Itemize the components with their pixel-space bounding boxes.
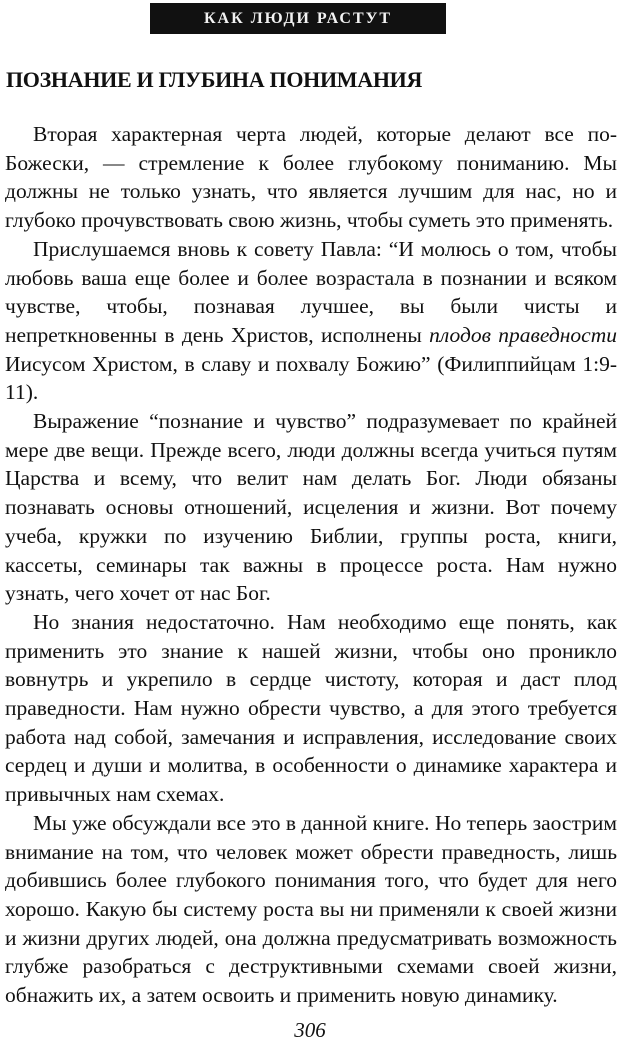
body-text — [5, 120, 617, 1010]
paragraph-2 — [5, 235, 617, 407]
paragraph-3: Выражение “познание и чувство” подразумевает по крайней мере две вещи. Прежде всего, люди должны всегда учиться путям Царства и всему, что велит нам делать Бог. Люди обязаны познавать основы отношений, исцеления и жизни. Вот почему учеба, кружки по изучению Библии, группы роста, книги, кассеты, семинары так важны в процессе роста. Нам нужно узнать, чего хочет от нас Бог. — [5, 409, 617, 606]
section-title: ПОЗНАНИЕ И ГЛУБИНА ПОНИМАНИЯ — [6, 67, 423, 92]
running-header — [150, 3, 446, 34]
paragraph-2-start: Прислушаемся вновь к совету Павла: “И молюсь о том, чтобы любовь ваша еще более и более возрастала в познании и всяком чувстве, чтобы, познавая лучшее, вы были чисты и непреткновенны в день Христов, исполнены — [5, 236, 617, 347]
paragraph-4: Но знания недостаточно. Нам необходимо еще понять, как применить это знание к нашей жизни, чтобы оно проникло вовнутрь и укрепило в сердце чистоту, которая и даст плод праведности. Нам нужно обрести чувство, а для этого требуется работа над собой, замечания и исправления, исследование своих сердец и души и молитва, в особенности о динамике характера и привычных нам схемах. — [5, 609, 617, 807]
running-title: КАК ЛЮДИ РАСТУТ — [203, 9, 393, 27]
paragraph-2-end: Иисусом Христом, в славу и похвалу Божию” (Филиппийцам 1:9-11). — [5, 351, 617, 405]
page-number: 306 — [294, 1018, 326, 1042]
paragraph-1: Вторая характерная черта людей, которые делают все по-Божески, — стремление к более глубокому пониманию. Мы должны не только узнать, что является лучшим для нас, но и глубоко прочувствовать свою жизнь, чтобы суметь это применять. — [5, 122, 617, 233]
paragraph-5: Мы уже обсуждали все это в данной книге. Но теперь заострим внимание на том, что человек может обрести праведность, лишь добившись более глубокого понимания того, что будет для него хорошо. Какую бы систему роста вы ни применяли к своей жизни и жизни других людей, она должна предусматривать возможность глубже разобраться с деструктивными схемами своей жизни, обнажить их, а затем освоить и применить новую динамику. — [5, 810, 617, 1008]
paragraph-2-italic: плодов праведности — [429, 322, 617, 347]
